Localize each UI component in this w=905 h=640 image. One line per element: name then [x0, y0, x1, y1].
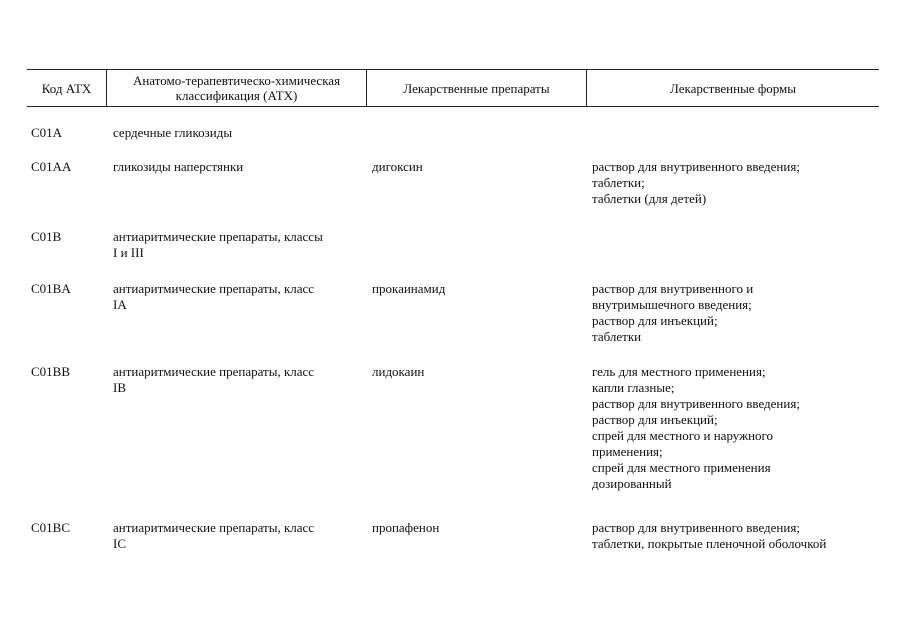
row-classification: гликозиды наперстянки — [113, 159, 244, 174]
row-drug: прокаинамид — [372, 281, 446, 296]
row-forms: раствор для внутривенного и внутримышечного введения; раствор для инъекций; таблетки — [592, 281, 754, 344]
row-forms: раствор для внутривенного введения; таблетки; таблетки (для детей) — [592, 159, 800, 206]
row-drug: дигоксин — [372, 159, 423, 174]
row-classification: антиаритмические препараты, класс IC — [113, 520, 315, 551]
row-code: C01BA — [31, 281, 71, 296]
row-classification: сердечные гликозиды — [113, 125, 233, 140]
row-drug: пропафенон — [372, 520, 440, 535]
row-code: C01BB — [31, 364, 71, 379]
row-forms: гель для местного применения; капли глазные; раствор для внутривенного введения; раствор для инъекций; спрей для местного и наружного применения; спрей для местного применения дозированный — [592, 364, 800, 491]
header-code: Код АТХ — [41, 80, 92, 96]
row-code: C01B — [31, 229, 62, 244]
row-code: C01A — [31, 125, 63, 140]
row-code: C01AA — [31, 159, 72, 174]
row-classification: антиаритмические препараты, классы I и III — [113, 229, 323, 260]
table-header-row — [27, 69, 879, 107]
row-forms: раствор для внутривенного введения; таблетки, покрытые пленочной оболочкой — [592, 520, 827, 551]
header-classification: Анатомо-терапевтическо-химическая классификация (АТХ) — [106, 70, 366, 106]
row-classification: антиаритмические препараты, класс IB — [113, 364, 315, 395]
header-forms: Лекарственные формы — [586, 70, 879, 106]
row-classification: антиаритмические препараты, класс IA — [113, 281, 315, 312]
row-code: C01BC — [31, 520, 71, 535]
row-drug: лидокаин — [372, 364, 425, 379]
drug-classification-table — [27, 69, 879, 551]
header-drugs: Лекарственные препараты — [366, 70, 586, 106]
